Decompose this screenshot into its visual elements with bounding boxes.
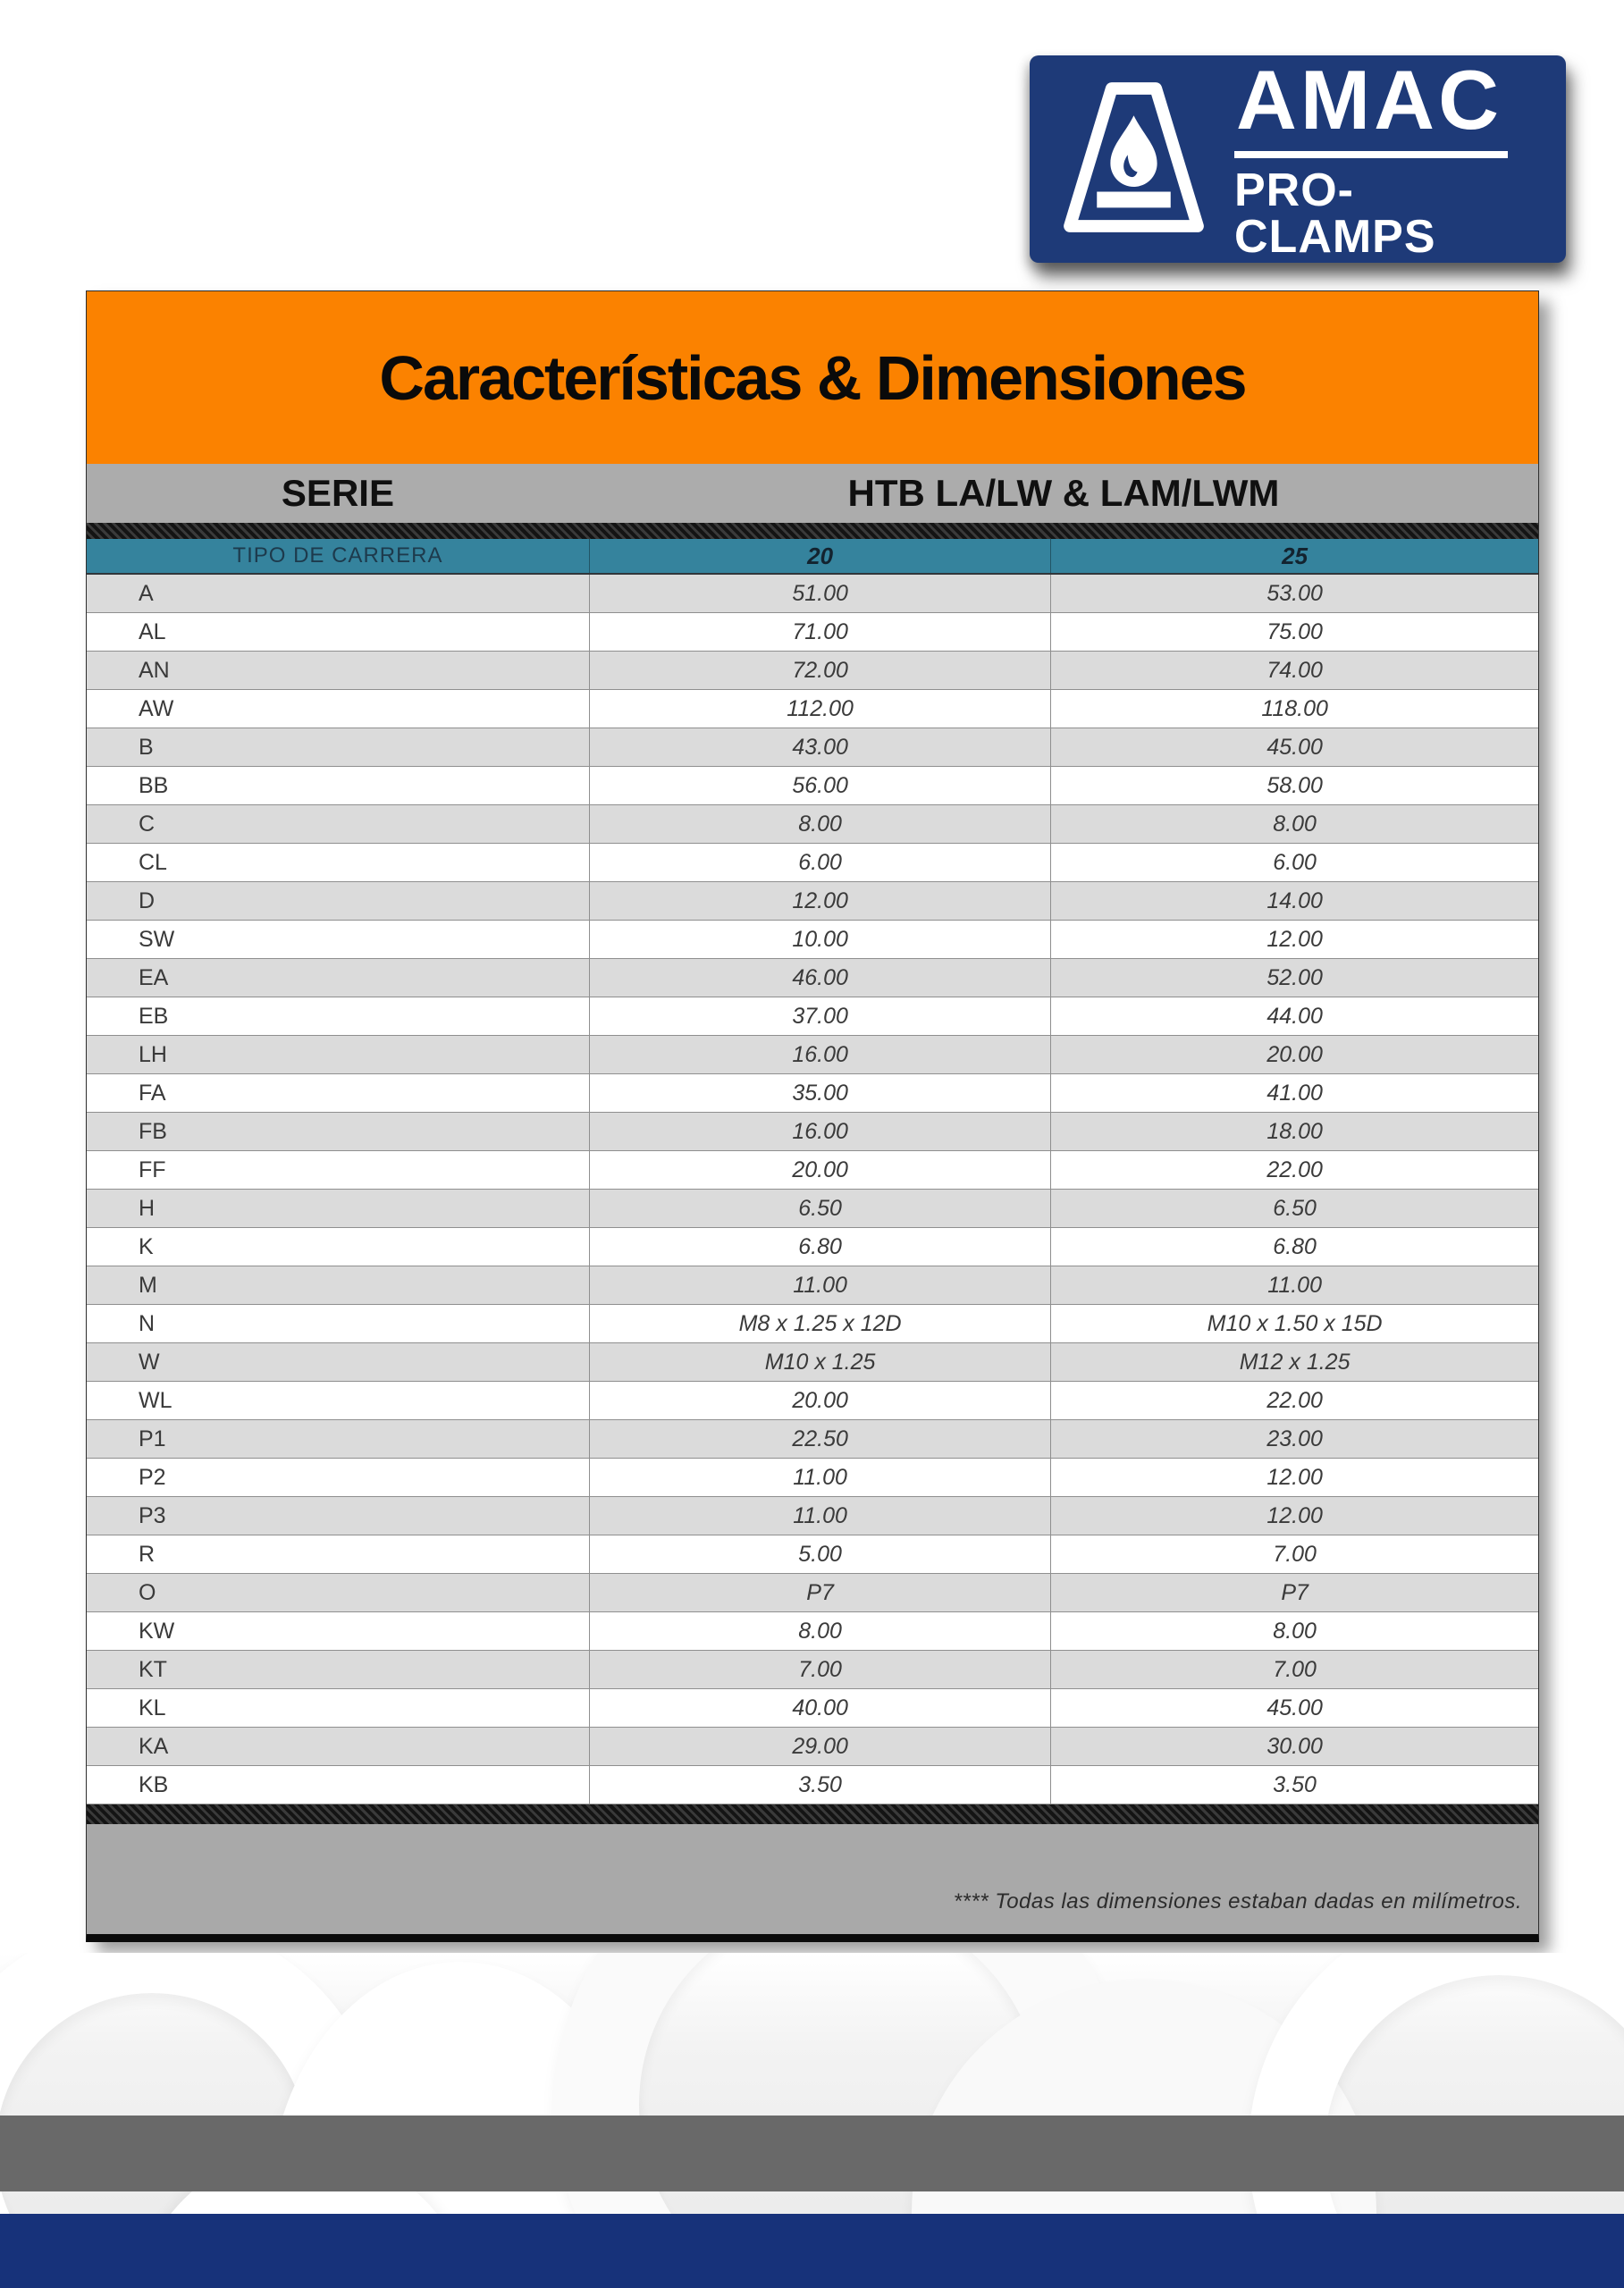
row-value-25: 8.00 [1050, 805, 1538, 843]
row-value-20: 20.00 [589, 1151, 1050, 1189]
row-value-20: 11.00 [589, 1266, 1050, 1304]
page-title: Características & Dimensiones [379, 342, 1246, 413]
a-droplet-logo-icon [1060, 78, 1207, 241]
series-label: SERIE [281, 472, 394, 514]
row-value-25: 118.00 [1050, 690, 1538, 728]
column-header-20: 20 [589, 539, 1050, 573]
row-value-20: 43.00 [589, 728, 1050, 766]
table-row [87, 652, 1538, 690]
row-label: FF [139, 1157, 166, 1182]
row-label: K [139, 1233, 154, 1259]
row-label: EB [139, 1003, 169, 1029]
row-value-20: 5.00 [589, 1535, 1050, 1573]
row-label: P3 [139, 1502, 166, 1528]
row-value-20: 6.00 [589, 844, 1050, 881]
row-value-20: 29.00 [589, 1728, 1050, 1765]
row-value-20: 11.00 [589, 1459, 1050, 1496]
row-value-20: 46.00 [589, 959, 1050, 997]
row-label: R [139, 1541, 156, 1567]
row-label: KB [139, 1771, 169, 1797]
hatch-divider-bottom [87, 1804, 1538, 1824]
table-row [87, 1190, 1538, 1228]
row-value-25: 11.00 [1050, 1266, 1538, 1304]
row-label: C [139, 811, 156, 837]
row-label: EA [139, 964, 169, 990]
row-label: BB [139, 772, 169, 798]
table-body [87, 575, 1538, 1804]
table-row [87, 1728, 1538, 1766]
logo-text [1234, 53, 1536, 263]
row-value-20: M10 x 1.25 [589, 1343, 1050, 1381]
row-value-25: 12.00 [1050, 1497, 1538, 1535]
table-row [87, 1651, 1538, 1689]
row-value-20: P7 [589, 1574, 1050, 1611]
hatch-divider-top [87, 523, 1538, 539]
row-value-20: 16.00 [589, 1113, 1050, 1150]
row-value-25: 41.00 [1050, 1074, 1538, 1112]
row-value-20: 20.00 [589, 1382, 1050, 1419]
row-value-20: 16.00 [589, 1036, 1050, 1073]
table-row [87, 1420, 1538, 1459]
table-row [87, 844, 1538, 882]
row-value-20: 40.00 [589, 1689, 1050, 1727]
row-value-20: 112.00 [589, 690, 1050, 728]
table-row [87, 728, 1538, 767]
table-row [87, 1574, 1538, 1612]
table-row [87, 575, 1538, 613]
row-value-20: 51.00 [589, 575, 1050, 612]
row-label: D [139, 887, 156, 913]
row-value-20: 35.00 [589, 1074, 1050, 1112]
row-value-25: 22.00 [1050, 1382, 1538, 1419]
row-value-25: P7 [1050, 1574, 1538, 1611]
row-value-20: 8.00 [589, 1612, 1050, 1650]
row-value-25: 6.00 [1050, 844, 1538, 881]
table-row [87, 882, 1538, 921]
row-label: AN [139, 657, 170, 683]
row-value-25: 74.00 [1050, 652, 1538, 689]
table-row [87, 1766, 1538, 1804]
table-header-row [87, 539, 1538, 575]
gray-footer-band [0, 2116, 1624, 2191]
table-row [87, 1612, 1538, 1651]
series-bar [87, 464, 1538, 523]
table-row [87, 1343, 1538, 1382]
logo-brand: AMAC [1234, 58, 1508, 158]
row-label: KW [139, 1618, 175, 1644]
sheet-footer [87, 1824, 1538, 1934]
row-value-25: 23.00 [1050, 1420, 1538, 1458]
row-value-25: 3.50 [1050, 1766, 1538, 1804]
row-value-20: 10.00 [589, 921, 1050, 958]
row-label: O [139, 1579, 156, 1605]
navy-footer-band [0, 2214, 1624, 2288]
row-value-20: 12.00 [589, 882, 1050, 920]
row-value-25: 44.00 [1050, 997, 1538, 1035]
row-value-20: 3.50 [589, 1766, 1050, 1804]
title-banner [87, 291, 1538, 464]
row-value-25: 6.50 [1050, 1190, 1538, 1227]
row-value-25: M10 x 1.50 x 15D [1050, 1305, 1538, 1342]
row-value-25: 45.00 [1050, 1689, 1538, 1727]
logo-subtitle: PRO-CLAMPS [1234, 164, 1436, 263]
table-row [87, 1151, 1538, 1190]
table-row [87, 1036, 1538, 1074]
table-row [87, 921, 1538, 959]
row-label: LH [139, 1041, 167, 1067]
table-row [87, 1497, 1538, 1535]
row-label: AW [139, 695, 174, 721]
row-label: FA [139, 1080, 166, 1106]
row-label: P1 [139, 1426, 166, 1451]
table-row [87, 1305, 1538, 1343]
row-label: KA [139, 1733, 169, 1759]
table-row [87, 1113, 1538, 1151]
series-value: HTB LA/LW & LAM/LWM [847, 472, 1280, 514]
row-label: M [139, 1272, 157, 1298]
row-value-20: 6.50 [589, 1190, 1050, 1227]
table-row [87, 690, 1538, 728]
row-label: A [139, 580, 154, 606]
table-row [87, 959, 1538, 997]
row-value-25: 14.00 [1050, 882, 1538, 920]
column-header-tipo: TIPO DE CARRERA [232, 543, 443, 568]
row-value-25: 6.80 [1050, 1228, 1538, 1266]
row-value-25: M12 x 1.25 [1050, 1343, 1538, 1381]
row-value-20: 22.50 [589, 1420, 1050, 1458]
row-value-20: 7.00 [589, 1651, 1050, 1688]
row-label: N [139, 1310, 156, 1336]
table-row [87, 767, 1538, 805]
row-value-25: 30.00 [1050, 1728, 1538, 1765]
row-value-25: 52.00 [1050, 959, 1538, 997]
row-value-20: 37.00 [589, 997, 1050, 1035]
dimensions-footnote: **** Todas las dimensiones estaban dadas en milímetros. [953, 1889, 1522, 1914]
row-value-25: 53.00 [1050, 575, 1538, 612]
row-value-20: 56.00 [589, 767, 1050, 804]
row-value-25: 45.00 [1050, 728, 1538, 766]
table-row [87, 1459, 1538, 1497]
table-row [87, 805, 1538, 844]
row-label: P2 [139, 1464, 166, 1490]
row-label: AL [139, 618, 166, 644]
row-label: H [139, 1195, 156, 1221]
table-row [87, 1074, 1538, 1113]
row-value-25: 18.00 [1050, 1113, 1538, 1150]
row-label: B [139, 734, 154, 760]
amac-logo [1030, 55, 1566, 263]
table-row [87, 1382, 1538, 1420]
row-value-25: 7.00 [1050, 1651, 1538, 1688]
row-label: CL [139, 849, 167, 875]
row-label: KL [139, 1695, 166, 1720]
row-value-25: 12.00 [1050, 921, 1538, 958]
row-value-20: 8.00 [589, 805, 1050, 843]
row-label: FB [139, 1118, 167, 1144]
row-label: W [139, 1349, 160, 1375]
row-label: WL [139, 1387, 172, 1413]
row-value-20: 71.00 [589, 613, 1050, 651]
row-value-20: 6.80 [589, 1228, 1050, 1266]
table-row [87, 613, 1538, 652]
table-row [87, 997, 1538, 1036]
row-value-25: 22.00 [1050, 1151, 1538, 1189]
row-value-25: 20.00 [1050, 1036, 1538, 1073]
table-row [87, 1228, 1538, 1266]
row-label: KT [139, 1656, 167, 1682]
table-row [87, 1535, 1538, 1574]
table-row [87, 1266, 1538, 1305]
row-value-20: M8 x 1.25 x 12D [589, 1305, 1050, 1342]
row-value-20: 72.00 [589, 652, 1050, 689]
table-row [87, 1689, 1538, 1728]
row-value-25: 7.00 [1050, 1535, 1538, 1573]
row-value-25: 12.00 [1050, 1459, 1538, 1496]
column-header-25: 25 [1050, 539, 1538, 573]
spec-sheet [86, 290, 1539, 1942]
row-value-20: 11.00 [589, 1497, 1050, 1535]
row-value-25: 75.00 [1050, 613, 1538, 651]
row-value-25: 8.00 [1050, 1612, 1538, 1650]
row-value-25: 58.00 [1050, 767, 1538, 804]
row-label: SW [139, 926, 175, 952]
